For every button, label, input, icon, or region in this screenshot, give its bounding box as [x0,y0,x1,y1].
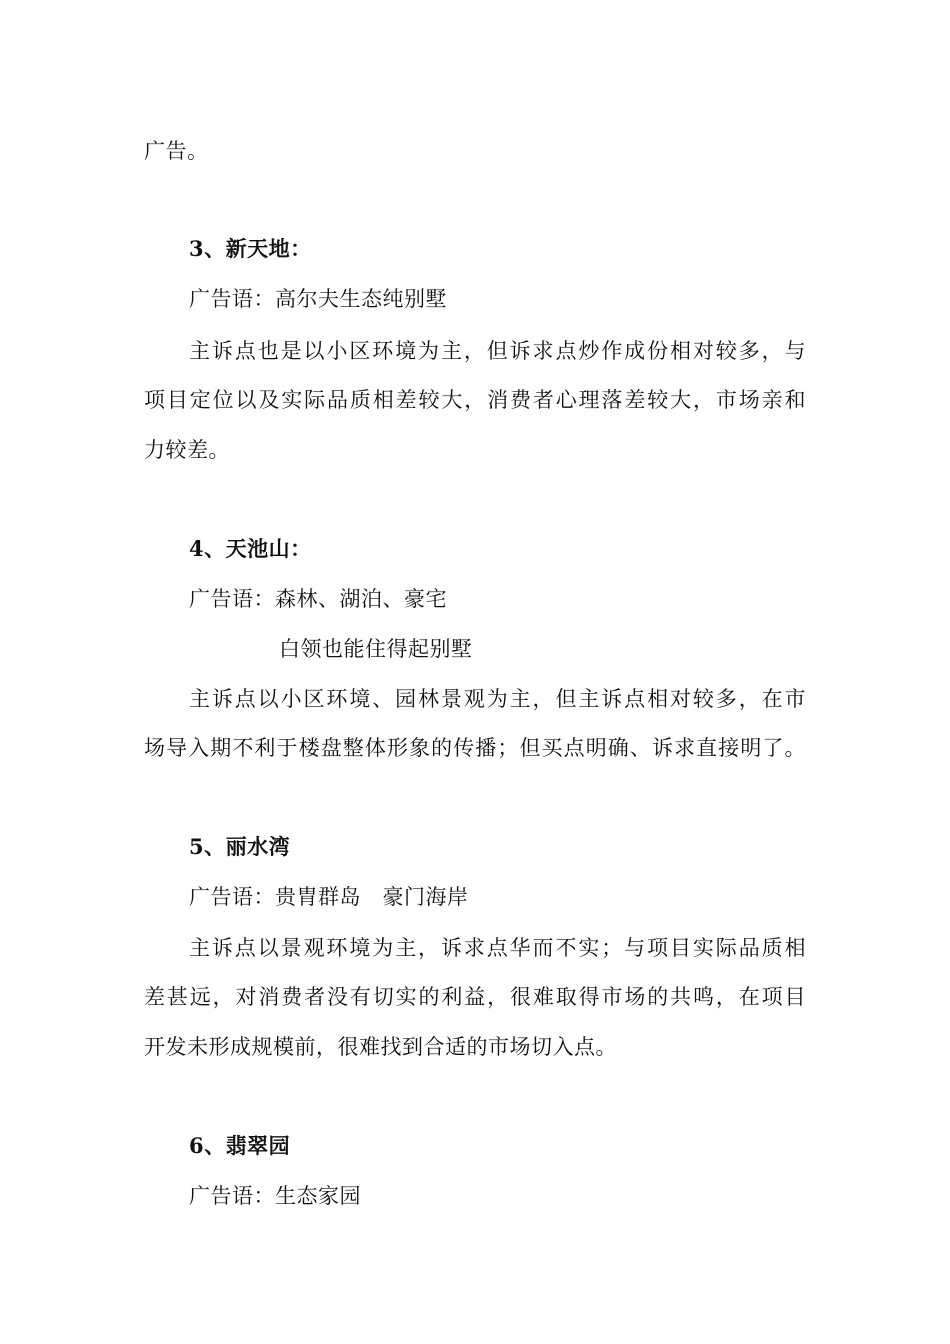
continuation-text: 广告。 [144,139,209,163]
section-heading-5: 5、丽水湾 [189,834,291,859]
slogan-5: 广告语：贵胄群岛 豪门海岸 [189,885,469,909]
body-5-line-1: 主诉点以景观环境为主，诉求点华而不实；与项目实际品质相 [189,936,806,960]
body-3-line-2: 项目定位以及实际品质相差较大，消费者心理落差较大，市场亲和 [144,388,806,412]
body-4-line-2: 场导入期不利于楼盘整体形象的传播；但买点明确、诉求直接明了。 [144,736,806,760]
section-heading-4: 4、天池山： [189,536,312,561]
section-heading-3: 3、新天地： [189,236,312,261]
body-4-line-1: 主诉点以小区环境、园林景观为主，但主诉点相对较多，在市 [189,687,806,711]
slogan-4-line-2: 白领也能住得起别墅 [279,637,473,661]
body-5-line-3: 开发未形成规模前，很难找到合适的市场切入点。 [144,1035,617,1059]
body-5-line-2: 差甚远，对消费者没有切实的利益，很难取得市场的共鸣，在项目 [144,985,806,1009]
body-3-line-3: 力较差。 [144,438,230,462]
slogan-4: 广告语：森林、湖泊、豪宅 [189,587,447,611]
body-3-line-1: 主诉点也是以小区环境为主，但诉求点炒作成份相对较多，与 [189,339,806,363]
slogan-3: 广告语：高尔夫生态纯别墅 [189,287,447,311]
slogan-6: 广告语：生态家园 [189,1184,361,1208]
section-heading-6: 6、翡翠园 [189,1133,291,1158]
